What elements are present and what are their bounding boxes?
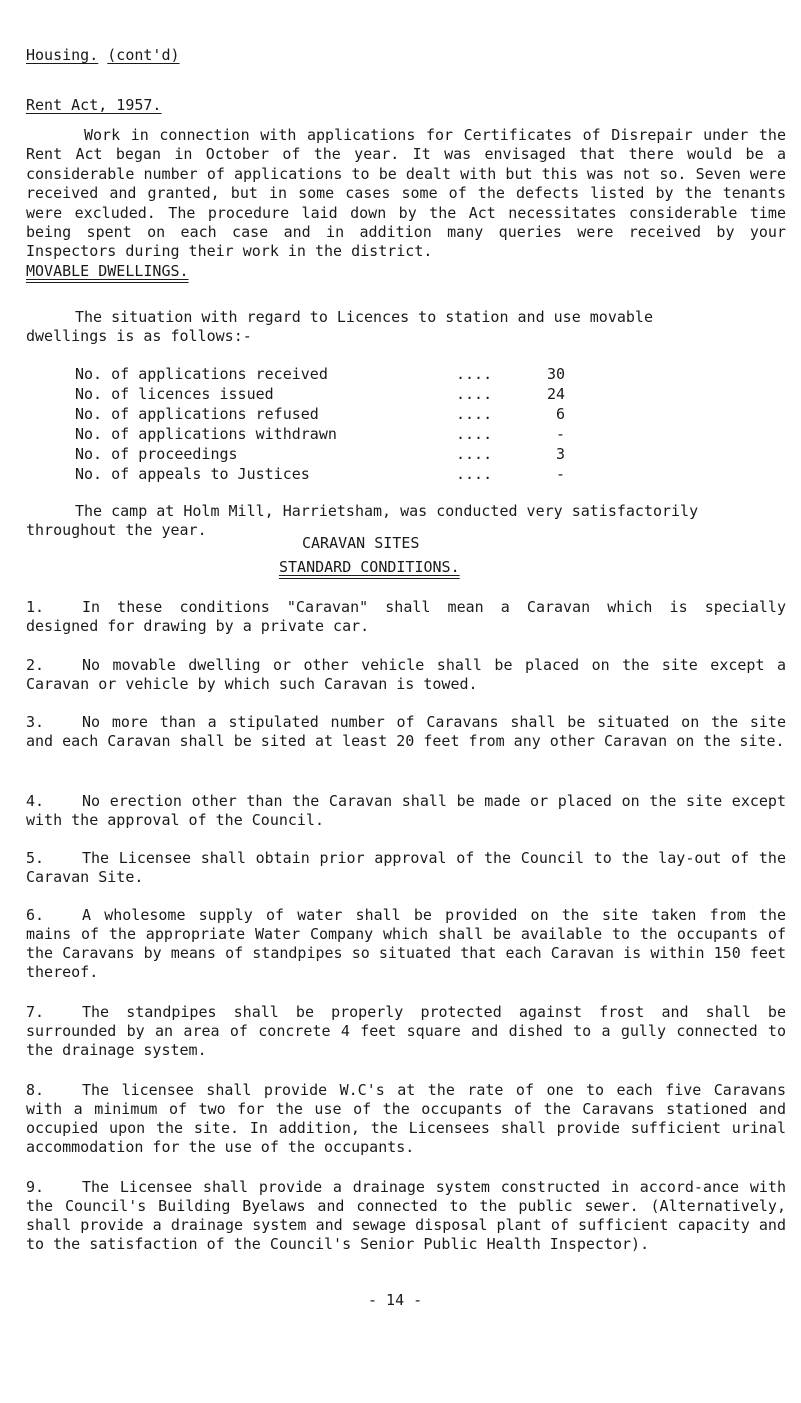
condition-item [26, 906, 786, 982]
condition-text: No more than a stipulated number of Caravans shall be situated on the site and each Caravan shall be sited at least 20 feet from any other Caravan on the site. [26, 713, 786, 750]
stat-label: No. of licences issued [75, 385, 274, 403]
rent-act-paragraph: Work in connection with applications for Certificates of Disrepair under the Rent Act began in October of the year. It was envisaged that there would be a considerable number of applications to be dealt with but this was not so. Seven were received and granted, but in some cases some of the defects listed by the tenants were excluded. The procedure laid down by the Act necessitates considerable time being spent on each case and in addition many queries were received by your Inspectors during their work in the district. [26, 126, 786, 261]
condition-item [26, 1003, 786, 1060]
condition-item [26, 1081, 786, 1157]
standard-conditions-title: STANDARD CONDITIONS. [279, 558, 460, 576]
condition-text: A wholesome supply of water shall be provided on the site taken from the mains of the appropriate Water Company which shall be available to the occupants of the Caravans by means of standpipes so situated that each Caravan is within 150 feet thereof. [26, 906, 786, 981]
condition-text: The Licensee shall obtain prior approval of the Council to the lay-out of the Caravan Site. [26, 849, 786, 886]
condition-number: 6. [26, 906, 45, 924]
rent-act-heading: Rent Act, 1957. [26, 96, 162, 114]
camp-line-2: throughout the year. [26, 521, 207, 539]
condition-number: 9. [26, 1178, 45, 1196]
stat-value: - [555, 425, 565, 443]
condition-number: 7. [26, 1003, 45, 1021]
stat-leader: .... [456, 365, 493, 383]
condition-text: The licensee shall provide W.C's at the rate of one to each five Caravans with a minimum of two for the use of the occupants of the Caravans stationed and occupied upon the site. In addition, the Licensees shall provide sufficient urinal accommodation for the use of the occupants. [26, 1081, 786, 1156]
condition-text: The standpipes shall be properly protected against frost and shall be surrounded by an area of concrete 4 feet square and dished to a gully connected to the drainage system. [26, 1003, 786, 1059]
condition-item [26, 598, 786, 636]
condition-text: No movable dwelling or other vehicle shall be placed on the site except a Caravan or vehicle by which such Caravan is towed. [26, 656, 786, 693]
stat-label: No. of applications refused [75, 405, 319, 423]
condition-number: 8. [26, 1081, 45, 1099]
stat-value: 3 [555, 445, 565, 463]
condition-item [26, 792, 786, 830]
stat-leader: .... [456, 425, 493, 443]
condition-text: In these conditions "Caravan" shall mean a Caravan which is specially designed for drawing by a private car. [26, 598, 786, 635]
condition-number: 1. [26, 598, 45, 616]
stat-value: - [555, 465, 565, 483]
condition-number: 5. [26, 849, 45, 867]
condition-number: 2. [26, 656, 45, 674]
condition-item [26, 656, 786, 694]
condition-text: The Licensee shall provide a drainage system constructed in accord-ance with the Council's Building Byelaws and connected to the public sewer. (Alternatively, shall provide a drainage system and sewage disposal plant of sufficient capacity and to the satisfaction of the Council's Senior Public Health Inspector). [26, 1178, 786, 1253]
caravan-sites-title: CARAVAN SITES [302, 534, 420, 552]
stat-value: 6 [555, 405, 565, 423]
stat-label: No. of proceedings [75, 445, 238, 463]
stat-value: 30 [546, 365, 565, 383]
page-number: - 14 - [368, 1291, 423, 1309]
stat-label: No. of applications withdrawn [75, 425, 337, 443]
condition-item [26, 849, 786, 887]
camp-line-1: The camp at Holm Mill, Harrietsham, was conducted very satisfactorily [75, 502, 699, 520]
condition-number: 3. [26, 713, 45, 731]
stat-leader: .... [456, 465, 493, 483]
condition-number: 4. [26, 792, 45, 810]
stat-value: 24 [546, 385, 565, 403]
condition-item [26, 713, 786, 751]
stat-label: No. of appeals to Justices [75, 465, 310, 483]
condition-text: No erection other than the Caravan shall be made or placed on the site except with the approval of the Council. [26, 792, 786, 829]
section-heading: Housing. (cont'd) [26, 46, 180, 64]
stat-leader: .... [456, 405, 493, 423]
movable-intro-line-1: The situation with regard to Licences to station and use movable [75, 308, 653, 326]
stat-leader: .... [456, 445, 493, 463]
movable-dwellings-heading: MOVABLE DWELLINGS. [26, 262, 189, 280]
stat-leader: .... [456, 385, 493, 403]
stat-label: No. of applications received [75, 365, 328, 383]
movable-intro-line-2: dwellings is as follows:- [26, 327, 252, 345]
condition-item [26, 1178, 786, 1254]
